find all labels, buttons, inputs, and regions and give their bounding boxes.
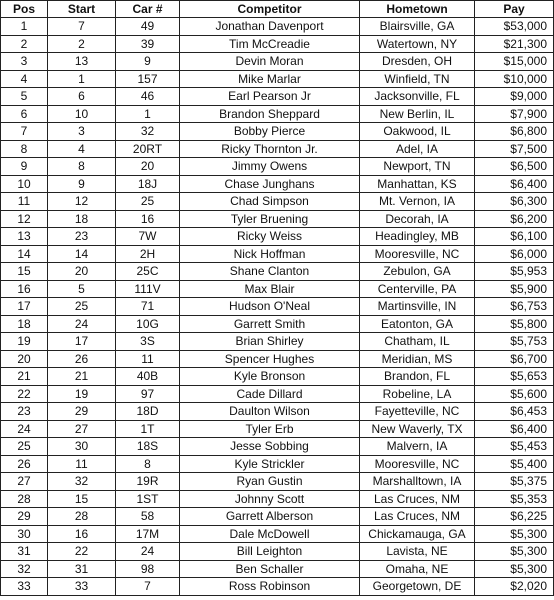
cell-car: 20RT <box>116 140 180 158</box>
cell-pay: $5,800 <box>475 315 554 333</box>
cell-hometown: New Waverly, TX <box>360 420 475 438</box>
cell-car: 2H <box>116 245 180 263</box>
cell-competitor: Earl Pearson Jr <box>180 88 360 106</box>
cell-start: 22 <box>48 543 116 561</box>
table-row <box>1 490 554 508</box>
cell-pos: 32 <box>1 560 48 578</box>
table-row <box>1 455 554 473</box>
cell-car: 18D <box>116 403 180 421</box>
cell-hometown: New Berlin, IL <box>360 105 475 123</box>
cell-hometown: Georgetown, DE <box>360 578 475 596</box>
cell-pos: 28 <box>1 490 48 508</box>
cell-pay: $5,600 <box>475 385 554 403</box>
table-row <box>1 280 554 298</box>
cell-car: 1ST <box>116 490 180 508</box>
cell-pos: 22 <box>1 385 48 403</box>
cell-pay: $53,000 <box>475 18 554 36</box>
table-row <box>1 140 554 158</box>
cell-pos: 16 <box>1 280 48 298</box>
cell-start: 17 <box>48 333 116 351</box>
header-pos: Pos <box>1 1 48 18</box>
cell-pay: $6,800 <box>475 123 554 141</box>
cell-pay: $5,900 <box>475 280 554 298</box>
cell-hometown: Decorah, IA <box>360 210 475 228</box>
table-row <box>1 403 554 421</box>
cell-pos: 26 <box>1 455 48 473</box>
cell-start: 9 <box>48 175 116 193</box>
cell-pos: 31 <box>1 543 48 561</box>
cell-pay: $6,700 <box>475 350 554 368</box>
cell-hometown: Adel, IA <box>360 140 475 158</box>
cell-hometown: Mooresville, NC <box>360 245 475 263</box>
table-row <box>1 105 554 123</box>
cell-competitor: Ben Schaller <box>180 560 360 578</box>
cell-pay: $6,400 <box>475 420 554 438</box>
cell-pos: 9 <box>1 158 48 176</box>
table-row <box>1 210 554 228</box>
table-row <box>1 543 554 561</box>
cell-hometown: Las Cruces, NM <box>360 508 475 526</box>
cell-pay: $5,953 <box>475 263 554 281</box>
cell-pay: $9,000 <box>475 88 554 106</box>
table-row <box>1 578 554 596</box>
cell-start: 3 <box>48 123 116 141</box>
cell-pay: $5,300 <box>475 560 554 578</box>
cell-start: 15 <box>48 490 116 508</box>
cell-car: 17M <box>116 525 180 543</box>
cell-pos: 23 <box>1 403 48 421</box>
table-row <box>1 193 554 211</box>
cell-pos: 12 <box>1 210 48 228</box>
cell-competitor: Dale McDowell <box>180 525 360 543</box>
cell-pos: 13 <box>1 228 48 246</box>
table-row <box>1 123 554 141</box>
cell-start: 19 <box>48 385 116 403</box>
table-row <box>1 35 554 53</box>
table-body <box>1 18 554 596</box>
cell-car: 24 <box>116 543 180 561</box>
cell-competitor: Garrett Smith <box>180 315 360 333</box>
cell-start: 11 <box>48 455 116 473</box>
cell-pos: 8 <box>1 140 48 158</box>
cell-competitor: Max Blair <box>180 280 360 298</box>
cell-pos: 2 <box>1 35 48 53</box>
cell-pay: $6,300 <box>475 193 554 211</box>
cell-car: 1 <box>116 105 180 123</box>
cell-hometown: Mooresville, NC <box>360 455 475 473</box>
cell-pay: $5,375 <box>475 473 554 491</box>
cell-pay: $6,225 <box>475 508 554 526</box>
table-row <box>1 525 554 543</box>
cell-start: 26 <box>48 350 116 368</box>
cell-competitor: Ricky Thornton Jr. <box>180 140 360 158</box>
table-row <box>1 473 554 491</box>
cell-car: 25 <box>116 193 180 211</box>
cell-start: 2 <box>48 35 116 53</box>
cell-pay: $6,453 <box>475 403 554 421</box>
table-row <box>1 560 554 578</box>
cell-pos: 11 <box>1 193 48 211</box>
cell-pos: 17 <box>1 298 48 316</box>
cell-competitor: Garrett Alberson <box>180 508 360 526</box>
cell-competitor: Tim McCreadie <box>180 35 360 53</box>
cell-car: 16 <box>116 210 180 228</box>
cell-hometown: Fayetteville, NC <box>360 403 475 421</box>
table-row <box>1 298 554 316</box>
cell-competitor: Tyler Bruening <box>180 210 360 228</box>
cell-competitor: Daulton Wilson <box>180 403 360 421</box>
table-row <box>1 333 554 351</box>
table-row <box>1 18 554 36</box>
header-car: Car # <box>116 1 180 18</box>
table-row <box>1 245 554 263</box>
table-row <box>1 438 554 456</box>
cell-hometown: Eatonton, GA <box>360 315 475 333</box>
table-header <box>1 1 554 18</box>
cell-start: 18 <box>48 210 116 228</box>
cell-hometown: Malvern, IA <box>360 438 475 456</box>
cell-competitor: Jimmy Owens <box>180 158 360 176</box>
cell-pos: 18 <box>1 315 48 333</box>
cell-pay: $6,753 <box>475 298 554 316</box>
cell-pos: 7 <box>1 123 48 141</box>
cell-hometown: Manhattan, KS <box>360 175 475 193</box>
cell-start: 14 <box>48 245 116 263</box>
cell-pos: 5 <box>1 88 48 106</box>
cell-start: 31 <box>48 560 116 578</box>
cell-start: 23 <box>48 228 116 246</box>
cell-car: 8 <box>116 455 180 473</box>
cell-hometown: Meridian, MS <box>360 350 475 368</box>
cell-hometown: Zebulon, GA <box>360 263 475 281</box>
cell-car: 25C <box>116 263 180 281</box>
cell-competitor: Kyle Bronson <box>180 368 360 386</box>
cell-start: 1 <box>48 70 116 88</box>
cell-pos: 19 <box>1 333 48 351</box>
cell-pay: $5,300 <box>475 525 554 543</box>
cell-car: 98 <box>116 560 180 578</box>
cell-car: 7 <box>116 578 180 596</box>
cell-start: 4 <box>48 140 116 158</box>
cell-hometown: Winfield, TN <box>360 70 475 88</box>
cell-hometown: Chatham, IL <box>360 333 475 351</box>
cell-hometown: Marshalltown, IA <box>360 473 475 491</box>
cell-hometown: Blairsville, GA <box>360 18 475 36</box>
cell-start: 8 <box>48 158 116 176</box>
cell-pay: $5,653 <box>475 368 554 386</box>
cell-competitor: Chase Junghans <box>180 175 360 193</box>
cell-hometown: Brandon, FL <box>360 368 475 386</box>
cell-pay: $5,753 <box>475 333 554 351</box>
cell-pos: 21 <box>1 368 48 386</box>
cell-start: 27 <box>48 420 116 438</box>
cell-competitor: Nick Hoffman <box>180 245 360 263</box>
cell-pos: 1 <box>1 18 48 36</box>
table-row <box>1 385 554 403</box>
cell-competitor: Bobby Pierce <box>180 123 360 141</box>
cell-competitor: Mike Marlar <box>180 70 360 88</box>
cell-car: 19R <box>116 473 180 491</box>
cell-car: 9 <box>116 53 180 71</box>
header-competitor: Competitor <box>180 1 360 18</box>
cell-hometown: Lavista, NE <box>360 543 475 561</box>
cell-start: 10 <box>48 105 116 123</box>
cell-car: 39 <box>116 35 180 53</box>
cell-hometown: Omaha, NE <box>360 560 475 578</box>
cell-pay: $6,100 <box>475 228 554 246</box>
cell-car: 111V <box>116 280 180 298</box>
cell-competitor: Brandon Sheppard <box>180 105 360 123</box>
table-row <box>1 158 554 176</box>
cell-car: 46 <box>116 88 180 106</box>
cell-start: 13 <box>48 53 116 71</box>
cell-hometown: Newport, TN <box>360 158 475 176</box>
cell-competitor: Jonathan Davenport <box>180 18 360 36</box>
cell-pay: $6,200 <box>475 210 554 228</box>
cell-competitor: Devin Moran <box>180 53 360 71</box>
cell-pos: 10 <box>1 175 48 193</box>
cell-pay: $5,453 <box>475 438 554 456</box>
table-row <box>1 350 554 368</box>
cell-pay: $5,300 <box>475 543 554 561</box>
cell-competitor: Hudson O'Neal <box>180 298 360 316</box>
cell-car: 10G <box>116 315 180 333</box>
cell-car: 32 <box>116 123 180 141</box>
cell-start: 32 <box>48 473 116 491</box>
cell-start: 6 <box>48 88 116 106</box>
cell-start: 20 <box>48 263 116 281</box>
cell-hometown: Chickamauga, GA <box>360 525 475 543</box>
cell-competitor: Shane Clanton <box>180 263 360 281</box>
header-hometown: Hometown <box>360 1 475 18</box>
cell-car: 18S <box>116 438 180 456</box>
cell-hometown: Oakwood, IL <box>360 123 475 141</box>
cell-pay: $5,400 <box>475 455 554 473</box>
cell-hometown: Martinsville, IN <box>360 298 475 316</box>
cell-start: 33 <box>48 578 116 596</box>
cell-competitor: Kyle Strickler <box>180 455 360 473</box>
header-start: Start <box>48 1 116 18</box>
cell-hometown: Watertown, NY <box>360 35 475 53</box>
cell-start: 29 <box>48 403 116 421</box>
cell-car: 3S <box>116 333 180 351</box>
cell-hometown: Mt. Vernon, IA <box>360 193 475 211</box>
cell-car: 18J <box>116 175 180 193</box>
cell-hometown: Centerville, PA <box>360 280 475 298</box>
table-row <box>1 508 554 526</box>
cell-hometown: Headingley, MB <box>360 228 475 246</box>
cell-start: 16 <box>48 525 116 543</box>
cell-pay: $6,000 <box>475 245 554 263</box>
cell-pos: 25 <box>1 438 48 456</box>
cell-hometown: Dresden, OH <box>360 53 475 71</box>
cell-start: 21 <box>48 368 116 386</box>
table-row <box>1 53 554 71</box>
cell-start: 25 <box>48 298 116 316</box>
cell-pos: 14 <box>1 245 48 263</box>
table-row <box>1 228 554 246</box>
cell-competitor: Ross Robinson <box>180 578 360 596</box>
cell-hometown: Robeline, LA <box>360 385 475 403</box>
cell-car: 7W <box>116 228 180 246</box>
table-row <box>1 70 554 88</box>
cell-pos: 29 <box>1 508 48 526</box>
cell-competitor: Cade Dillard <box>180 385 360 403</box>
header-row <box>1 1 554 18</box>
cell-car: 20 <box>116 158 180 176</box>
cell-pos: 20 <box>1 350 48 368</box>
table-row <box>1 368 554 386</box>
cell-pos: 30 <box>1 525 48 543</box>
cell-car: 71 <box>116 298 180 316</box>
table-row <box>1 263 554 281</box>
table-row <box>1 420 554 438</box>
cell-start: 5 <box>48 280 116 298</box>
table-row <box>1 315 554 333</box>
cell-pos: 3 <box>1 53 48 71</box>
cell-competitor: Bill Leighton <box>180 543 360 561</box>
cell-pay: $5,353 <box>475 490 554 508</box>
cell-pay: $7,900 <box>475 105 554 123</box>
cell-pos: 6 <box>1 105 48 123</box>
cell-car: 97 <box>116 385 180 403</box>
cell-hometown: Jacksonville, FL <box>360 88 475 106</box>
table-row <box>1 88 554 106</box>
cell-car: 40B <box>116 368 180 386</box>
cell-hometown: Las Cruces, NM <box>360 490 475 508</box>
cell-pay: $21,300 <box>475 35 554 53</box>
cell-car: 11 <box>116 350 180 368</box>
cell-car: 157 <box>116 70 180 88</box>
cell-competitor: Brian Shirley <box>180 333 360 351</box>
cell-start: 28 <box>48 508 116 526</box>
cell-competitor: Chad Simpson <box>180 193 360 211</box>
cell-car: 49 <box>116 18 180 36</box>
cell-pos: 15 <box>1 263 48 281</box>
cell-competitor: Ricky Weiss <box>180 228 360 246</box>
cell-start: 24 <box>48 315 116 333</box>
cell-competitor: Spencer Hughes <box>180 350 360 368</box>
cell-competitor: Jesse Sobbing <box>180 438 360 456</box>
cell-car: 1T <box>116 420 180 438</box>
cell-pay: $6,500 <box>475 158 554 176</box>
cell-competitor: Johnny Scott <box>180 490 360 508</box>
cell-pay: $10,000 <box>475 70 554 88</box>
cell-car: 58 <box>116 508 180 526</box>
cell-pay: $7,500 <box>475 140 554 158</box>
cell-start: 12 <box>48 193 116 211</box>
cell-pos: 27 <box>1 473 48 491</box>
cell-pos: 4 <box>1 70 48 88</box>
cell-start: 30 <box>48 438 116 456</box>
cell-pay: $15,000 <box>475 53 554 71</box>
cell-competitor: Tyler Erb <box>180 420 360 438</box>
cell-competitor: Ryan Gustin <box>180 473 360 491</box>
cell-pay: $2,020 <box>475 578 554 596</box>
header-pay: Pay <box>475 1 554 18</box>
table-row <box>1 175 554 193</box>
cell-pos: 24 <box>1 420 48 438</box>
cell-start: 7 <box>48 18 116 36</box>
cell-pos: 33 <box>1 578 48 596</box>
cell-pay: $6,400 <box>475 175 554 193</box>
